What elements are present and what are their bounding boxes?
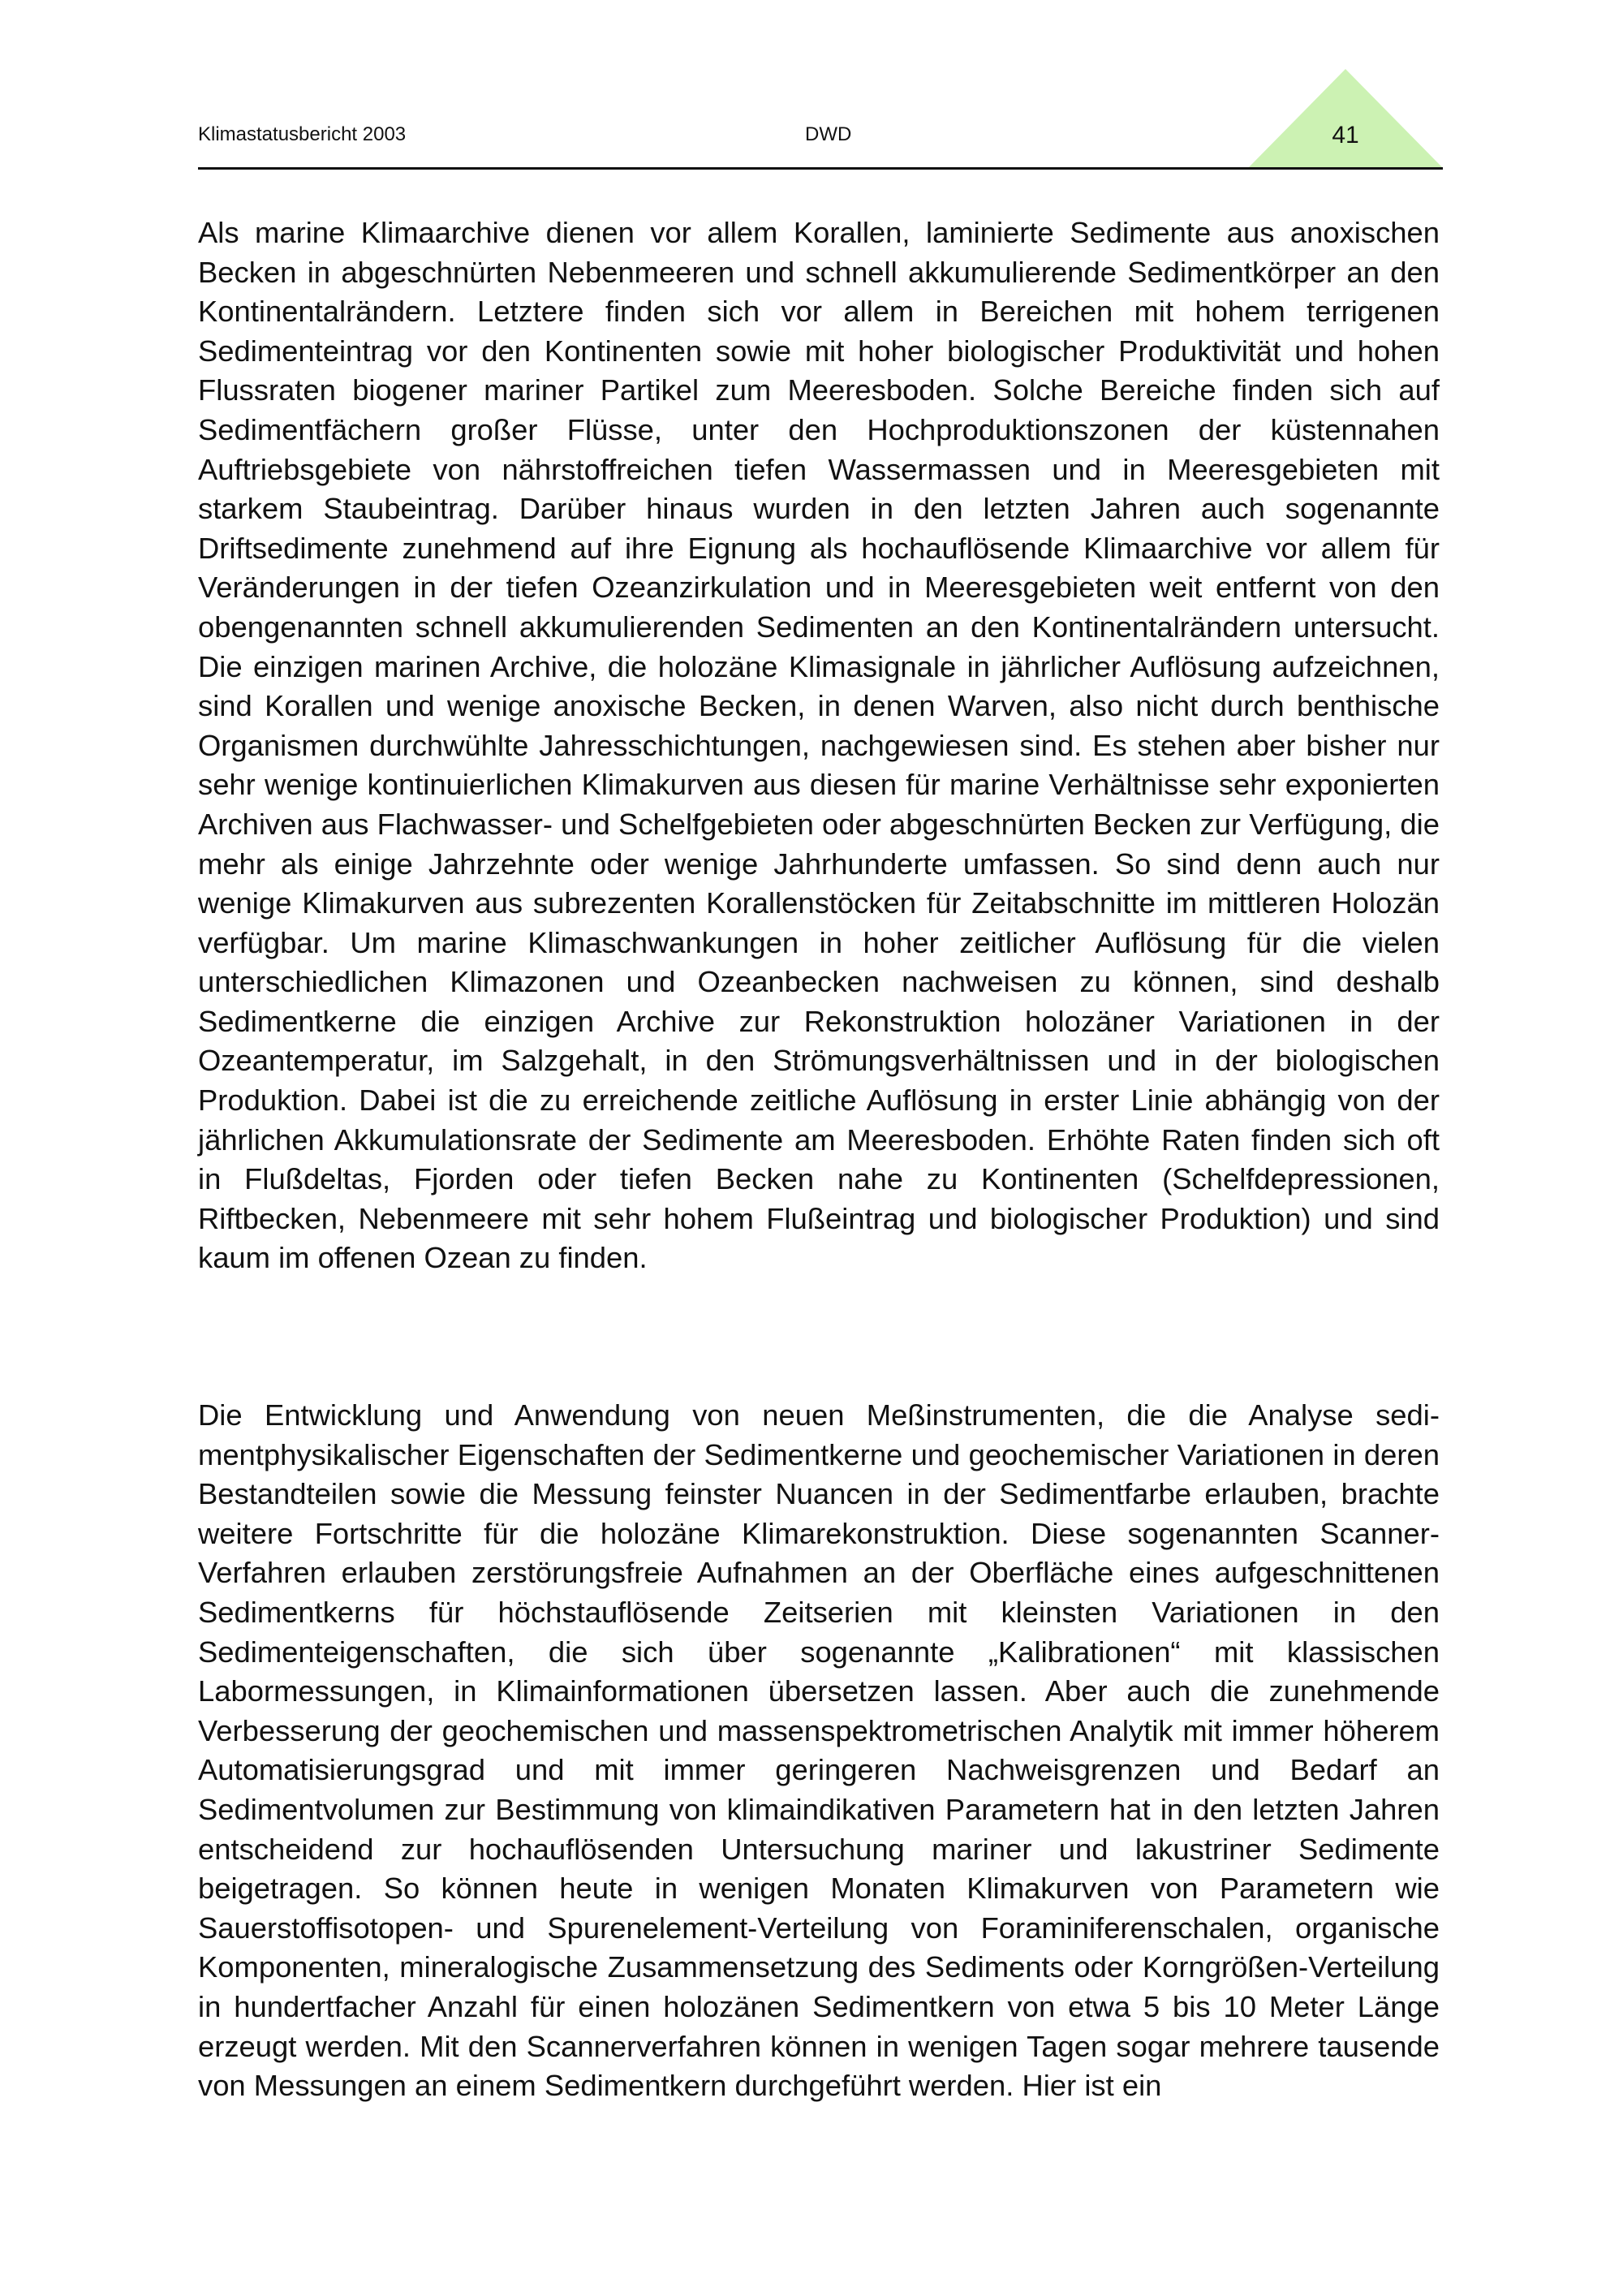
body-paragraph-2: Die Entwicklung und Anwendung von neuen Meßinstrumenten, die die Analyse sedimentphysikalischer Eigenschaften der Sedimentkerne und geochemischer Variationen in deren Bestandteilen sowie die Messung feinster Nuancen in der Sedimentfarbe erlauben, brachte weitere Fortschritte für die holozäne Klimarekonstruktion. Diese sogenannten Scanner-Verfahren erlauben zerstörungsfreie Aufnahmen an der Oberfläche eines aufgeschnittenen Sedimentkerns für höchstauflösende Zeitserien mit kleinsten Variationen in den Sedimenteigenschaften, die sich über sogenannte „Kalibrationen“ mit klassischen Labormessungen, in Klimainformationen übersetzen lassen. Aber auch die zunehmende Verbesserung der geochemischen und massenspektrometrischen Analytik mit immer höherem Automatisierungsgrad und mit immer geringeren Nachweisgrenzen und Bedarf an Sedimentvolumen zur Bestimmung von klimaindikativen Parametern hat in den letzten Jahren entscheidend zur hochauflösenden Untersuchung mariner und lakustriner Sedimente beigetragen. So können heute in wenigen Monaten Klimakurven von Parametern wie Sauerstoffisotopen- und Spurenelement-Verteilung von Foraminiferenschalen, organische Komponenten, mineralogische Zusammensetzung des Sediments oder Korngrößen-Verteilung in hundertfacher Anzahl für einen holozänen Sedimentkern von etwa 5 bis 10 Meter Länge erzeugt werden. Mit den Scannerverfahren können in wenigen Tagen sogar mehrere tausende von Messungen an einem Sedimentkern durchgeführt werden. Hier ist ein	[198, 1398, 1440, 2103]
running-header-title: Klimastatusbericht 2003	[198, 123, 407, 145]
running-header-publisher: DWD	[805, 123, 852, 145]
body-paragraph-1: Als marine Klimaarchive dienen vor allem Korallen, laminierte Sedimente aus anoxischen Becken in abgeschnürten Nebenmeeren und schnell akkumulierende Sedimentkörper an den Kontinentalrändern. Letztere finden sich vor allem in Bereichen mit hohem terrigenen Sedimenteintrag vor den Kontinenten sowie mit hoher biologischer Produktivität und hohen Flussraten biogener mariner Partikel zum Meeresboden. Solche Bereiche finden sich auf Sedimentfächern großer Flüsse, unter den Hochproduktionszonen der küstennahen Auftriebsgebiete von nährstoffreichen tiefen Wassermassen und in Meeresgebieten mit starkem Staubeintrag. Darüber hinaus wurden in den letzten Jahren auch sogenannte Driftsedimente zunehmend auf ihre Eignung als hochauflösende Klimaarchive vor allem für Veränderungen in der tiefen Ozeanzirkulation und in Meeresgebieten weit entfernt von den obengenannten schnell akkumulierenden Sedimenten an den Kontinentalrändern untersucht. Die einzigen marinen Archive, die holozäne Klimasignale in jährlicher Auflösung aufzeichnen, sind Korallen und wenige anoxische Becken, in denen Warven, also nicht durch benthische Organismen durchwühlte Jahresschichtungen, nachgewiesen sind. Es stehen aber bisher nur sehr wenige kontinuierlichen Klimakurven aus diesen für marine Verhältnisse sehr exponierten Archiven aus Flachwasser- und Schelfgebieten oder abgeschnürten Becken zur Verfügung, die mehr als einige Jahrzehnte oder wenige Jahrhunderte umfassen. So sind denn auch nur wenige Klimakurven aus subrezenten Korallenstöcken für Zeitabschnitte im mittleren Holozän verfügbar. Um marine Klimaschwankungen in hoher zeitlicher Auflösung für die vielen unterschiedlichen Klimazonen und Ozeanbecken nachweisen zu können, sind deshalb Sedimentkerne die einzigen Archive zur Rekonstruktion holozäner Variationen in der Ozeantemperatur, im Salzgehalt, in den Strömungsverhältnissen und in der biologischen Produktion. Dabei ist die zu erreichende zeitliche Auflösung in erster Linie abhängig von der jährlichen Akkumulationsrate der Sedimente am Meeresboden. Erhöhte Raten finden sich oft in Flußdeltas, Fjorden oder tiefen Becken nahe zu Kontinenten (Schelfdepressionen, Riftbecken, Nebenmeere mit sehr hohem Flußeintrag und biologischer Produktion) und sind kaum im offenen Ozean zu finden.	[198, 216, 1440, 1275]
page-number: 41	[1332, 122, 1359, 149]
header-divider	[198, 167, 1443, 170]
page-number-triangle	[1248, 69, 1443, 168]
